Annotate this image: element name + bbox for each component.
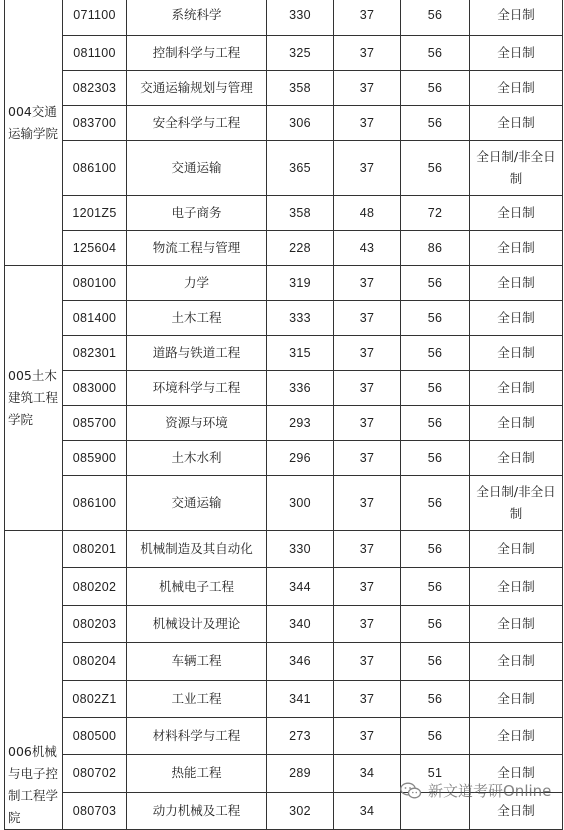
cell-single-100: 37 bbox=[334, 717, 401, 754]
cell-single-150: 56 bbox=[401, 0, 470, 36]
cell-single-100: 37 bbox=[334, 406, 401, 441]
cell-total: 302 bbox=[267, 792, 334, 829]
cell-study-mode: 全日制 bbox=[470, 336, 563, 371]
cell-single-100: 37 bbox=[334, 301, 401, 336]
cell-study-mode: 全日制 bbox=[470, 36, 563, 71]
cell-single-100: 37 bbox=[334, 141, 401, 196]
cell-total: 358 bbox=[267, 71, 334, 106]
cell-total: 333 bbox=[267, 301, 334, 336]
cell-major: 物流工程与管理 bbox=[127, 231, 267, 266]
cell-single-150: 56 bbox=[401, 266, 470, 301]
score-table-body bbox=[5, 0, 563, 830]
table-row bbox=[5, 36, 563, 71]
cell-code: 086100 bbox=[63, 141, 127, 196]
cell-major: 动力机械及工程 bbox=[127, 792, 267, 829]
cell-single-150: 56 bbox=[401, 106, 470, 141]
cell-single-100: 37 bbox=[334, 605, 401, 642]
table-row bbox=[5, 266, 563, 301]
watermark-text: 新文道考研Online bbox=[428, 782, 552, 800]
cell-study-mode: 全日制 bbox=[470, 643, 563, 680]
cell-code: 1201Z5 bbox=[63, 196, 127, 231]
table-row bbox=[5, 106, 563, 141]
cell-college: 004交通运输学院 bbox=[5, 0, 63, 266]
cell-total: 306 bbox=[267, 106, 334, 141]
cell-code: 081100 bbox=[63, 36, 127, 71]
cell-study-mode: 全日制 bbox=[470, 71, 563, 106]
cell-single-100: 37 bbox=[334, 476, 401, 531]
cell-study-mode: 全日制 bbox=[470, 792, 563, 829]
table-row bbox=[5, 406, 563, 441]
cell-total: 365 bbox=[267, 141, 334, 196]
cell-single-100: 37 bbox=[334, 680, 401, 717]
cell-study-mode: 全日制 bbox=[470, 441, 563, 476]
cell-single-150: 56 bbox=[401, 717, 470, 754]
cell-code: 080203 bbox=[63, 605, 127, 642]
cell-single-150: 56 bbox=[401, 336, 470, 371]
cell-single-150: 72 bbox=[401, 196, 470, 231]
cell-single-100: 48 bbox=[334, 196, 401, 231]
cell-major: 环境科学与工程 bbox=[127, 371, 267, 406]
cell-single-100: 37 bbox=[334, 336, 401, 371]
cell-major: 力学 bbox=[127, 266, 267, 301]
cell-code: 085700 bbox=[63, 406, 127, 441]
cell-single-150: 56 bbox=[401, 71, 470, 106]
wechat-icon bbox=[400, 782, 422, 800]
cell-total: 315 bbox=[267, 336, 334, 371]
table-row bbox=[5, 231, 563, 266]
cell-single-150: 86 bbox=[401, 231, 470, 266]
cell-major: 热能工程 bbox=[127, 755, 267, 792]
cell-study-mode: 全日制 bbox=[470, 531, 563, 568]
cell-code: 080500 bbox=[63, 717, 127, 754]
cell-total: 296 bbox=[267, 441, 334, 476]
table-row bbox=[5, 71, 563, 106]
cell-study-mode: 全日制 bbox=[470, 680, 563, 717]
table-row bbox=[5, 605, 563, 642]
cell-single-150: 56 bbox=[401, 141, 470, 196]
table-row bbox=[5, 141, 563, 196]
cell-single-150: 56 bbox=[401, 680, 470, 717]
cell-study-mode: 全日制 bbox=[470, 568, 563, 605]
cell-single-150: 56 bbox=[401, 301, 470, 336]
cell-total: 300 bbox=[267, 476, 334, 531]
cell-study-mode: 全日制/非全日制 bbox=[470, 141, 563, 196]
cell-single-150: 56 bbox=[401, 441, 470, 476]
cell-single-150: 56 bbox=[401, 605, 470, 642]
table-row bbox=[5, 717, 563, 754]
cell-study-mode: 全日制 bbox=[470, 0, 563, 36]
cell-single-150: 56 bbox=[401, 531, 470, 568]
table-row bbox=[5, 643, 563, 680]
cell-major: 车辆工程 bbox=[127, 643, 267, 680]
cell-single-100: 37 bbox=[334, 531, 401, 568]
cell-major: 资源与环境 bbox=[127, 406, 267, 441]
cell-code: 081400 bbox=[63, 301, 127, 336]
cell-study-mode: 全日制 bbox=[470, 406, 563, 441]
cell-major: 道路与铁道工程 bbox=[127, 336, 267, 371]
cell-code: 080204 bbox=[63, 643, 127, 680]
cell-code: 0802Z1 bbox=[63, 680, 127, 717]
cell-study-mode: 全日制 bbox=[470, 605, 563, 642]
cell-code: 080202 bbox=[63, 568, 127, 605]
cell-single-100: 37 bbox=[334, 371, 401, 406]
table-row bbox=[5, 196, 563, 231]
table-row bbox=[5, 301, 563, 336]
cell-code: 080702 bbox=[63, 755, 127, 792]
table-row bbox=[5, 531, 563, 568]
cell-major: 控制科学与工程 bbox=[127, 36, 267, 71]
cell-code: 086100 bbox=[63, 476, 127, 531]
cell-major: 电子商务 bbox=[127, 196, 267, 231]
cell-single-150: 56 bbox=[401, 36, 470, 71]
cell-single-100: 43 bbox=[334, 231, 401, 266]
cell-major: 材料科学与工程 bbox=[127, 717, 267, 754]
table-row bbox=[5, 371, 563, 406]
cell-single-100: 34 bbox=[334, 755, 401, 792]
cell-major: 交通运输 bbox=[127, 141, 267, 196]
table-row bbox=[5, 0, 563, 36]
cell-code: 085900 bbox=[63, 441, 127, 476]
cell-code: 071100 bbox=[63, 0, 127, 36]
cell-code: 083000 bbox=[63, 371, 127, 406]
table-row bbox=[5, 441, 563, 476]
cell-major: 机械设计及理论 bbox=[127, 605, 267, 642]
cell-major: 交通运输规划与管理 bbox=[127, 71, 267, 106]
cell-code: 125604 bbox=[63, 231, 127, 266]
cell-single-100: 37 bbox=[334, 266, 401, 301]
table-row bbox=[5, 680, 563, 717]
table-row bbox=[5, 336, 563, 371]
cell-total: 289 bbox=[267, 755, 334, 792]
cell-college: 006机械与电子控制工程学院 bbox=[5, 531, 63, 830]
cell-total: 336 bbox=[267, 371, 334, 406]
cell-total: 341 bbox=[267, 680, 334, 717]
cell-study-mode: 全日制/非全日制 bbox=[470, 476, 563, 531]
cell-major: 机械电子工程 bbox=[127, 568, 267, 605]
cell-single-100: 37 bbox=[334, 71, 401, 106]
cell-major: 系统科学 bbox=[127, 0, 267, 36]
cell-college: 005土木建筑工程学院 bbox=[5, 266, 63, 531]
cell-single-150: 51 bbox=[401, 755, 470, 792]
cell-total: 228 bbox=[267, 231, 334, 266]
cell-single-150: 56 bbox=[401, 371, 470, 406]
cell-code: 083700 bbox=[63, 106, 127, 141]
cell-total: 273 bbox=[267, 717, 334, 754]
cell-single-100: 37 bbox=[334, 106, 401, 141]
cell-single-100: 34 bbox=[334, 792, 401, 829]
cell-single-100: 37 bbox=[334, 568, 401, 605]
cell-study-mode: 全日制 bbox=[470, 717, 563, 754]
cell-single-150: 56 bbox=[401, 406, 470, 441]
cell-study-mode: 全日制 bbox=[470, 301, 563, 336]
cell-code: 082301 bbox=[63, 336, 127, 371]
cell-study-mode: 全日制 bbox=[470, 106, 563, 141]
cell-total: 346 bbox=[267, 643, 334, 680]
cell-single-150: 56 bbox=[401, 476, 470, 531]
table-row bbox=[5, 476, 563, 531]
cell-study-mode: 全日制 bbox=[470, 266, 563, 301]
cell-single-100: 37 bbox=[334, 643, 401, 680]
cell-major: 工业工程 bbox=[127, 680, 267, 717]
cell-major: 交通运输 bbox=[127, 476, 267, 531]
cell-single-100: 37 bbox=[334, 441, 401, 476]
cell-total: 330 bbox=[267, 0, 334, 36]
cell-total: 330 bbox=[267, 531, 334, 568]
cell-code: 080201 bbox=[63, 531, 127, 568]
cell-total: 325 bbox=[267, 36, 334, 71]
cell-single-150: 56 bbox=[401, 643, 470, 680]
cell-major: 安全科学与工程 bbox=[127, 106, 267, 141]
cell-study-mode: 全日制 bbox=[470, 196, 563, 231]
cell-major: 土木工程 bbox=[127, 301, 267, 336]
cell-single-100: 37 bbox=[334, 36, 401, 71]
cell-single-150: 56 bbox=[401, 568, 470, 605]
score-table bbox=[4, 0, 563, 830]
cell-study-mode: 全日制 bbox=[470, 755, 563, 792]
table-row bbox=[5, 568, 563, 605]
cell-code: 080100 bbox=[63, 266, 127, 301]
cell-code: 082303 bbox=[63, 71, 127, 106]
cell-major: 机械制造及其自动化 bbox=[127, 531, 267, 568]
cell-single-100: 37 bbox=[334, 0, 401, 36]
cell-total: 358 bbox=[267, 196, 334, 231]
cell-total: 344 bbox=[267, 568, 334, 605]
cell-total: 340 bbox=[267, 605, 334, 642]
cell-total: 293 bbox=[267, 406, 334, 441]
cell-major: 土木水利 bbox=[127, 441, 267, 476]
cell-total: 319 bbox=[267, 266, 334, 301]
cell-study-mode: 全日制 bbox=[470, 231, 563, 266]
cell-study-mode: 全日制 bbox=[470, 371, 563, 406]
watermark bbox=[400, 780, 551, 801]
cell-code: 080703 bbox=[63, 792, 127, 829]
